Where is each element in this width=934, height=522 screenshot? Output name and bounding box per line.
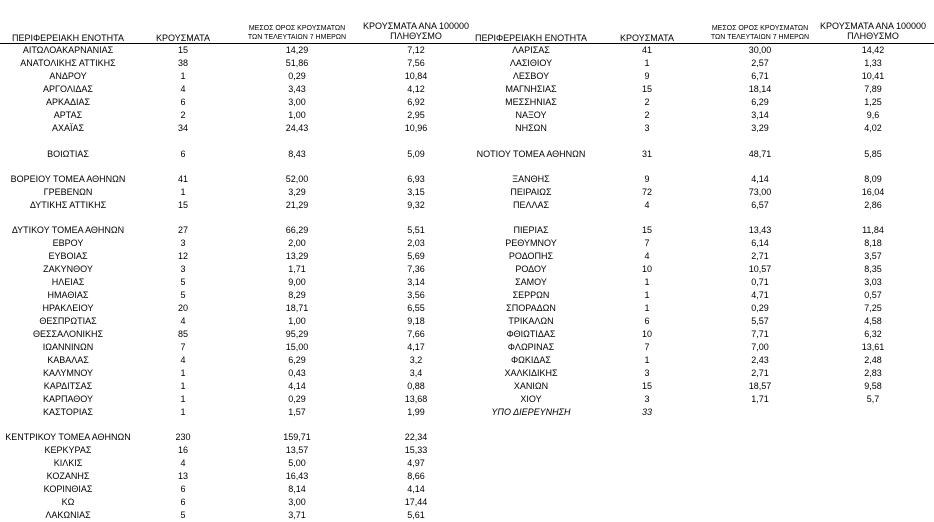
cell-region: ΤΡΙΚΑΛΩΝ	[508, 316, 554, 326]
cell-avg: 2,00	[288, 238, 306, 248]
cell-cases: 1	[644, 355, 650, 365]
cell-cases: 15	[177, 200, 188, 210]
cell-per100k: 3,2	[409, 355, 423, 365]
cell-per100k: 10,84	[404, 71, 428, 81]
cell-region: ΚΟΡΙΝΘΙΑΣ	[43, 484, 93, 494]
cell-avg: 52,00	[285, 174, 309, 184]
cell-avg: 95,29	[285, 329, 309, 339]
right-header-cases: ΚΡΟΥΣΜΑΤΑ	[620, 33, 674, 43]
left-header-per100k-line1: ΚΡΟΥΣΜΑΤΑ ΑΝΑ 100000	[363, 21, 469, 31]
cell-avg: 0,29	[288, 71, 306, 81]
cell-avg: 1,71	[751, 394, 769, 404]
table-row	[0, 70, 934, 83]
cell-per100k: 6,93	[407, 174, 425, 184]
cell-cases: 1	[180, 71, 186, 81]
cell-cases: 4	[644, 200, 650, 210]
cell-per100k: 7,66	[407, 329, 425, 339]
cell-cases: 7	[644, 342, 650, 352]
cell-per100k: 6,55	[407, 303, 425, 313]
cell-cases: 41	[641, 45, 652, 55]
left-header-region: ΠΕΡΙΦΕΡΕΙΑΚΗ ΕΝΟΤΗΤΑ	[11, 33, 125, 43]
left-header-avg	[232, 24, 362, 42]
cell-region: ΥΠΟ ΔΙΕΡΕΥΝΗΣΗ	[491, 407, 571, 417]
cell-cases: 72	[641, 187, 652, 197]
cell-per100k: 6,92	[407, 97, 425, 107]
cell-cases: 3	[644, 368, 650, 378]
cell-region: ΑΡΚΑΔΙΑΣ	[45, 97, 91, 107]
cell-avg: 16,43	[285, 471, 309, 481]
cell-cases: 20	[177, 303, 188, 313]
cell-region: ΞΑΝΘΗΣ	[512, 174, 550, 184]
cell-region: ΚΕΝΤΡΙΚΟΥ ΤΟΜΕΑ ΑΘΗΝΩΝ	[5, 432, 131, 442]
table-row	[0, 302, 934, 315]
cell-per100k: 6,32	[864, 329, 882, 339]
cell-per100k: 8,09	[864, 174, 882, 184]
cell-region: ΒΟΙΩΤΙΑΣ	[47, 149, 89, 159]
cell-avg: 9,00	[288, 277, 306, 287]
table-row	[0, 431, 934, 444]
cell-cases: 5	[180, 277, 186, 287]
cell-per100k: 3,57	[864, 251, 882, 261]
cell-cases: 5	[180, 290, 186, 300]
cell-cases: 3	[180, 238, 186, 248]
cell-per100k: 8,18	[864, 238, 882, 248]
cell-region: ΑΙΤΩΛΟΑΚΑΡΝΑΝΙΑΣ	[22, 45, 114, 55]
cell-per100k: 13,61	[861, 342, 885, 352]
table-row	[0, 96, 934, 109]
cell-per100k: 5,7	[866, 394, 880, 404]
cell-avg: 13,43	[748, 225, 772, 235]
cell-region: ΚΑΡΠΑΘΟΥ	[42, 394, 94, 404]
right-header-per100k-line2: ΠΛΗΘΥΣΜΟ	[847, 31, 899, 41]
cell-region: ΧΙΟΥ	[520, 394, 542, 404]
cell-avg: 8,43	[288, 149, 306, 159]
table-row	[0, 367, 934, 380]
cell-avg: 0,29	[288, 394, 306, 404]
cell-cases: 1	[644, 290, 650, 300]
cell-cases: 15	[641, 84, 652, 94]
cell-region: ΕΒΡΟΥ	[52, 238, 84, 248]
cell-region: ΠΕΛΛΑΣ	[512, 200, 550, 210]
cell-region: ΖΑΚΥΝΘΟΥ	[43, 264, 93, 274]
cell-avg: 1,71	[288, 264, 306, 274]
cell-cases: 33	[641, 407, 652, 417]
cell-avg: 3,43	[288, 84, 306, 94]
cell-per100k: 16,04	[861, 187, 885, 197]
cell-avg: 18,14	[748, 84, 772, 94]
cell-region: ΚΑΛΥΜΝΟΥ	[42, 368, 94, 378]
cell-per100k: 3,14	[407, 277, 425, 287]
left-header-per100k	[356, 21, 476, 41]
cell-region: ΙΩΑΝΝΙΝΩΝ	[42, 342, 94, 352]
cell-region: ΚΑΒΑΛΑΣ	[47, 355, 89, 365]
cell-cases: 31	[641, 149, 652, 159]
cell-avg: 3,29	[288, 187, 306, 197]
cell-cases: 7	[180, 342, 186, 352]
right-header-avg	[696, 24, 824, 42]
cell-per100k: 15,33	[404, 445, 428, 455]
cell-region: ΔΥΤΙΚΗΣ ΑΤΤΙΚΗΣ	[29, 200, 107, 210]
cell-region: ΧΑΛΚΙΔΙΚΗΣ	[504, 368, 558, 378]
cell-cases: 1	[644, 277, 650, 287]
cell-avg: 48,71	[748, 149, 772, 159]
cell-avg: 2,43	[751, 355, 769, 365]
cell-avg: 7,00	[751, 342, 769, 352]
cell-region: ΑΡΓΟΛΙΔΑΣ	[43, 84, 93, 94]
cell-region: ΓΡΕΒΕΝΩΝ	[43, 187, 93, 197]
cell-cases: 41	[177, 174, 188, 184]
cell-cases: 38	[177, 58, 188, 68]
cell-per100k: 3,15	[407, 187, 425, 197]
cell-per100k: 10,41	[861, 71, 885, 81]
table-row	[0, 173, 934, 186]
cell-per100k: 5,61	[407, 510, 425, 520]
cell-region: ΦΘΙΩΤΙΔΑΣ	[506, 329, 556, 339]
cell-region: ΝΟΤΙΟΥ ΤΟΜΕΑ ΑΘΗΝΩΝ	[476, 149, 586, 159]
cell-region: ΚΕΡΚΥΡΑΣ	[44, 445, 92, 455]
cell-avg: 6,14	[751, 238, 769, 248]
left-header-avg-line1: ΜΕΣΟΣ ΟΡΟΣ ΚΡΟΥΣΜΑΤΩΝ	[248, 25, 346, 32]
cell-region: ΠΙΕΡΙΑΣ	[513, 225, 549, 235]
cell-cases: 16	[177, 445, 188, 455]
cell-per100k: 5,69	[407, 251, 425, 261]
cell-per100k: 2,03	[407, 238, 425, 248]
cell-cases: 34	[177, 123, 188, 133]
cell-region: ΝΗΣΩΝ	[515, 123, 547, 133]
table-row	[0, 393, 934, 406]
cell-region: ΛΑΚΩΝΙΑΣ	[45, 510, 91, 520]
cell-cases: 15	[641, 381, 652, 391]
cell-region: ΛΑΣΙΘΙΟΥ	[509, 58, 553, 68]
cell-cases: 10	[641, 329, 652, 339]
cell-cases: 3	[180, 264, 186, 274]
cell-avg: 2,71	[751, 368, 769, 378]
table-row	[0, 380, 934, 393]
cell-region: ΦΛΩΡΙΝΑΣ	[507, 342, 555, 352]
table-row	[0, 276, 934, 289]
cell-cases: 4	[180, 458, 186, 468]
table-row	[0, 289, 934, 302]
table-row	[0, 470, 934, 483]
cell-per100k: 2,86	[864, 200, 882, 210]
cell-cases: 2	[180, 110, 186, 120]
cell-cases: 3	[644, 123, 650, 133]
cell-per100k: 3,03	[864, 277, 882, 287]
cell-avg: 6,29	[288, 355, 306, 365]
cell-per100k: 2,83	[864, 368, 882, 378]
table-row	[0, 341, 934, 354]
table-row	[0, 199, 934, 212]
cell-region: ΣΠΟΡΑΔΩΝ	[506, 303, 556, 313]
table-row	[0, 328, 934, 341]
cell-avg: 159,71	[283, 432, 311, 442]
cell-region: ΘΕΣΠΡΩΤΙΑΣ	[39, 316, 97, 326]
cell-cases: 6	[644, 316, 650, 326]
cell-per100k: 5,85	[864, 149, 882, 159]
cell-region: ΑΝΔΡΟΥ	[49, 71, 87, 81]
cell-cases: 7	[644, 238, 650, 248]
cell-region: ΘΕΣΣΑΛΟΝΙΚΗΣ	[32, 329, 104, 339]
cell-avg: 4,14	[751, 174, 769, 184]
cell-avg: 13,29	[285, 251, 309, 261]
cell-per100k: 0,57	[864, 290, 882, 300]
cell-avg: 3,00	[288, 497, 306, 507]
cell-avg: 8,14	[288, 484, 306, 494]
cell-cases: 2	[644, 97, 650, 107]
cell-cases: 27	[177, 225, 188, 235]
cell-avg: 1,00	[288, 110, 306, 120]
cell-cases: 6	[180, 484, 186, 494]
cell-per100k: 4,14	[407, 484, 425, 494]
cell-cases: 3	[644, 394, 650, 404]
cell-avg: 0,43	[288, 368, 306, 378]
cell-region: ΜΕΣΣΗΝΙΑΣ	[505, 97, 557, 107]
cell-per100k: 5,09	[407, 149, 425, 159]
cell-cases: 4	[180, 316, 186, 326]
cell-cases: 6	[180, 149, 186, 159]
cell-region: ΧΑΝΙΩΝ	[513, 381, 549, 391]
right-header-region: ΠΕΡΙΦΕΡΕΙΑΚΗ ΕΝΟΤΗΤΑ	[474, 33, 588, 43]
table-row	[0, 44, 934, 57]
left-header-avg-line2: ΤΩΝ ΤΕΛΕΥΤΑΙΩΝ 7 ΗΜΕΡΩΝ	[247, 34, 347, 41]
cell-avg: 2,57	[751, 58, 769, 68]
cell-per100k: 9,32	[407, 200, 425, 210]
table-row	[0, 496, 934, 509]
table-row	[0, 444, 934, 457]
cell-avg: 0,71	[751, 277, 769, 287]
cell-per100k: 7,25	[864, 303, 882, 313]
cell-avg: 6,29	[751, 97, 769, 107]
right-header-per100k	[812, 21, 934, 41]
table-row	[0, 148, 934, 161]
cell-per100k: 4,58	[864, 316, 882, 326]
cell-region: ΒΟΡΕΙΟΥ ΤΟΜΕΑ ΑΘΗΝΩΝ	[10, 174, 126, 184]
table-row	[0, 457, 934, 470]
cell-avg: 1,57	[288, 407, 306, 417]
cell-cases: 85	[177, 329, 188, 339]
cell-per100k: 7,36	[407, 264, 425, 274]
cell-avg: 18,57	[748, 381, 772, 391]
cell-cases: 1	[180, 381, 186, 391]
cell-region: ΚΩ	[61, 497, 75, 507]
cell-region: ΑΝΑΤΟΛΙΚΗΣ ΑΤΤΙΚΗΣ	[20, 58, 116, 68]
cell-per100k: 1,99	[407, 407, 425, 417]
cell-per100k: 14,42	[861, 45, 885, 55]
cell-region: ΛΑΡΙΣΑΣ	[512, 45, 550, 55]
cell-region: ΠΕΙΡΑΙΩΣ	[510, 187, 552, 197]
cell-avg: 6,57	[751, 200, 769, 210]
cell-region: ΣΕΡΡΩΝ	[512, 290, 550, 300]
cell-cases: 1	[180, 368, 186, 378]
cell-cases: 1	[180, 187, 186, 197]
cell-avg: 0,29	[751, 303, 769, 313]
cell-avg: 14,29	[285, 45, 309, 55]
cell-per100k: 4,97	[407, 458, 425, 468]
cell-per100k: 3,4	[409, 368, 423, 378]
cell-avg: 30,00	[748, 45, 772, 55]
cell-avg: 5,00	[288, 458, 306, 468]
cell-region: ΚΟΖΑΝΗΣ	[46, 471, 90, 481]
cell-per100k: 9,58	[864, 381, 882, 391]
cell-cases: 4	[180, 84, 186, 94]
right-header-avg-line1: ΜΕΣΟΣ ΟΡΟΣ ΚΡΟΥΣΜΑΤΩΝ	[711, 25, 809, 32]
cell-per100k: 0,88	[407, 381, 425, 391]
cell-avg: 8,29	[288, 290, 306, 300]
cell-region: ΛΕΣΒΟΥ	[512, 71, 550, 81]
cell-cases: 230	[175, 432, 191, 442]
cell-avg: 15,00	[285, 342, 309, 352]
table-row	[0, 237, 934, 250]
cell-per100k: 4,02	[864, 123, 882, 133]
cell-cases: 1	[180, 407, 186, 417]
cell-per100k: 9,6	[866, 110, 880, 120]
cell-per100k: 9,18	[407, 316, 425, 326]
cell-cases: 6	[180, 497, 186, 507]
cell-avg: 21,29	[285, 200, 309, 210]
cell-per100k: 13,68	[404, 394, 428, 404]
right-header-avg-line2: ΤΩΝ ΤΕΛΕΥΤΑΙΩΝ 7 ΗΜΕΡΩΝ	[710, 34, 810, 41]
cell-avg: 73,00	[748, 187, 772, 197]
cell-avg: 13,57	[285, 445, 309, 455]
cell-region: ΔΥΤΙΚΟΥ ΤΟΜΕΑ ΑΘΗΝΩΝ	[11, 225, 125, 235]
table-row	[0, 263, 934, 276]
cell-avg: 3,14	[751, 110, 769, 120]
cell-per100k: 17,44	[404, 497, 428, 507]
cell-avg: 3,29	[751, 123, 769, 133]
cell-avg: 5,57	[751, 316, 769, 326]
cell-avg: 1,00	[288, 316, 306, 326]
cell-avg: 4,71	[751, 290, 769, 300]
cell-cases: 9	[644, 71, 650, 81]
cell-cases: 15	[177, 45, 188, 55]
cell-per100k: 4,17	[407, 342, 425, 352]
left-header-per100k-line2: ΠΛΗΘΥΣΜΟ	[390, 31, 442, 41]
cell-per100k: 4,12	[407, 84, 425, 94]
cell-region: ΡΟΔΟΠΗΣ	[508, 251, 554, 261]
table-row	[0, 483, 934, 496]
cell-per100k: 8,66	[407, 471, 425, 481]
cell-region: ΦΩΚΙΔΑΣ	[511, 355, 551, 365]
cell-per100k: 1,25	[864, 97, 882, 107]
cell-region: ΜΑΓΝΗΣΙΑΣ	[505, 84, 557, 94]
cell-avg: 4,14	[288, 381, 306, 391]
cell-avg: 3,71	[288, 510, 306, 520]
cell-avg: 10,57	[748, 264, 772, 274]
cell-region: ΑΡΤΑΣ	[53, 110, 83, 120]
table-row	[0, 57, 934, 70]
cell-per100k: 11,84	[862, 225, 884, 235]
cell-region: ΗΜΑΘΙΑΣ	[47, 290, 89, 300]
cell-avg: 51,86	[285, 58, 309, 68]
cell-region: ΑΧΑΪΑΣ	[51, 123, 85, 133]
cell-per100k: 5,51	[407, 225, 425, 235]
cell-region: ΝΑΞΟΥ	[515, 110, 547, 120]
cell-per100k: 10,96	[404, 123, 428, 133]
cell-region: ΚΙΛΚΙΣ	[53, 458, 83, 468]
cell-cases: 15	[641, 225, 652, 235]
table-row	[0, 354, 934, 367]
table-row	[0, 315, 934, 328]
table-row	[0, 406, 934, 419]
cell-avg: 66,29	[285, 225, 309, 235]
table-row	[0, 109, 934, 122]
cell-cases: 2	[644, 110, 650, 120]
cell-region: ΡΕΘΥΜΝΟΥ	[505, 238, 557, 248]
cell-avg: 3,00	[288, 97, 306, 107]
cell-region: ΚΑΣΤΟΡΙΑΣ	[43, 407, 93, 417]
cell-region: ΣΑΜΟΥ	[515, 277, 547, 287]
right-header-per100k-line1: ΚΡΟΥΣΜΑΤΑ ΑΝΑ 100000	[820, 21, 926, 31]
cell-region: ΚΑΡΔΙΤΣΑΣ	[43, 381, 93, 391]
cell-region: ΕΥΒΟΙΑΣ	[48, 251, 88, 261]
table-row	[0, 122, 934, 135]
left-header-cases: ΚΡΟΥΣΜΑΤΑ	[156, 33, 210, 43]
cell-avg: 24,43	[285, 123, 309, 133]
cell-avg: 18,71	[285, 303, 309, 313]
cell-region: ΗΡΑΚΛΕΙΟΥ	[42, 303, 94, 313]
cell-cases: 12	[177, 251, 188, 261]
cell-cases: 1	[644, 58, 650, 68]
cell-avg: 2,71	[751, 251, 769, 261]
table-row	[0, 250, 934, 263]
cell-cases: 6	[180, 97, 186, 107]
cell-cases: 5	[180, 510, 186, 520]
cell-cases: 9	[644, 174, 650, 184]
table-row	[0, 509, 934, 522]
cell-cases: 13	[177, 471, 188, 481]
cell-per100k: 7,56	[407, 58, 425, 68]
table-row	[0, 186, 934, 199]
cell-avg: 6,71	[751, 71, 769, 81]
cell-per100k: 2,48	[864, 355, 882, 365]
cell-cases: 4	[180, 355, 186, 365]
cell-cases: 4	[644, 251, 650, 261]
cell-per100k: 7,12	[407, 45, 425, 55]
cell-avg: 7,71	[751, 329, 769, 339]
cell-region: ΡΟΔΟΥ	[515, 264, 547, 274]
table-row	[0, 83, 934, 96]
cell-per100k: 7,89	[864, 84, 882, 94]
cell-per100k: 8,35	[864, 264, 882, 274]
cell-cases: 10	[641, 264, 652, 274]
cell-region: ΗΛΕΙΑΣ	[51, 277, 85, 287]
cell-per100k: 3,56	[407, 290, 425, 300]
table-row	[0, 224, 934, 237]
cell-cases: 1	[180, 394, 186, 404]
cell-per100k: 1,33	[864, 58, 882, 68]
cell-per100k: 22,34	[404, 432, 428, 442]
cell-cases: 1	[644, 303, 650, 313]
cell-per100k: 2,95	[407, 110, 425, 120]
